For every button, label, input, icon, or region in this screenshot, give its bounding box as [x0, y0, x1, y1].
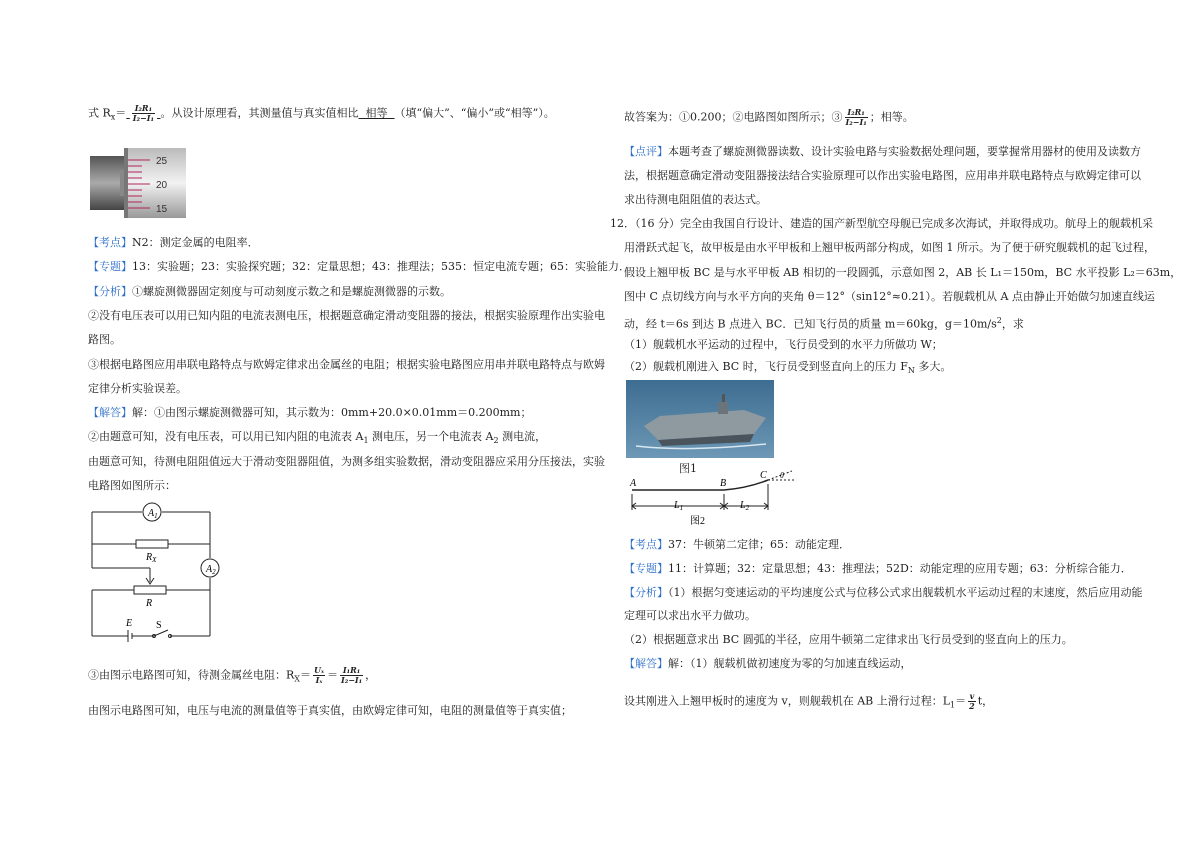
dianping-line: 【点评】本题考查了螺旋测微器读数、设计实验电路与实验数据处理问题，要掌握常用器材的使用及读数方: [624, 145, 1141, 158]
question-12-line-4: 图中 C 点切线方向与水平方向的夹角 θ＝12°（sin12°≈0.21）。若舰载机从 A 点由静止开始做匀加速直线运: [624, 290, 1155, 303]
kaodian-line: 【考点】N2：测定金属的电阻率．: [88, 236, 259, 249]
carrier-photo: [626, 380, 774, 458]
jieda-line-3: 由题意可知，待测电阻阻值远大于滑动变阻器阻值，为测多组实验数据，滑动变阻器应采用分压接法，实验: [88, 455, 605, 468]
jieda-line-5: ③由图示电路图可知，待测金属丝电阻：$R_X=$ $\frac{\text{Uₓ}}{\text{Iₓ}}$ ＝ $\frac{\text{I₁R₁}}{\text{I₂−I₁}}$ ，: [88, 665, 377, 685]
figure-1-label: 图1: [679, 462, 697, 475]
zhuanti-line: 【专题】13：实验题；23：实验探究题；32：定量思想；43：推理法；535：恒定电流专题；65：实验能力．: [88, 260, 630, 273]
question-12-part-1: （1）舰载机水平运动的过程中，飞行员受到的水平力所做功 W；: [624, 338, 943, 351]
question-12-part-2: （2）舰载机刚进入 BC 时，飞行员受到竖直向上的压力 $F_N$ 多大。: [624, 360, 952, 376]
question-12-line-2: 用滑跃式起飞，故甲板是由水平甲板和上翘甲板两部分构成，如图 1 所示。为了便于研究舰载机的起飞过程，: [624, 241, 1155, 254]
micrometer-figure: [90, 148, 186, 218]
fenxi-line-5: 定律分析实验误差。: [88, 382, 187, 395]
fenxi-line-2: ②没有电压表可以用已知内阻的电流表测电压，根据题意确定滑动变阻器的接法，根据实验原理作出实验电: [88, 309, 605, 322]
fenxi-line-right-3: （2）根据题意求出 BC 圆弧的半径，应用牛顿第二定律求出飞行员受到的竖直向上的压力。: [624, 633, 1073, 646]
fenxi-line-right-2: 定理可以求出水平力做功。: [624, 609, 756, 622]
ammeter-a2-label: $A_2$: [206, 564, 216, 576]
question-12-line-3: 假设上翘甲板 BC 是与水平甲板 AB 相切的一段圆弧，示意如图 2，AB 长 L₁＝150m，BC 水平投影 L₂＝63m，: [624, 266, 1182, 279]
point-b-label: B: [720, 478, 727, 489]
micrometer-tick-25: 25: [156, 156, 168, 167]
jieda-line-4: 电路图如图所示：: [88, 479, 176, 492]
fenxi-line: 【分析】①螺旋测微器固定刻度与可动刻度示数之和是螺旋测微器的示数。: [88, 285, 451, 298]
rheostat-r-label: R: [146, 598, 153, 609]
kaodian-line-right: 【考点】37：牛顿第二定律；65：动能定理．: [624, 538, 850, 551]
rx-fraction: $\frac{\text{I₂R₁}}{\text{I₂−I₁}}$: [132, 103, 154, 123]
answer-line-rx: 式 $R_x=$ $\frac{\text{I₂R₁}}{\text{I₂−I₁}}$ 。从设计原理看，其测量值与真实值相比 相等 （填“偏大”、“偏小”或“相等”）。: [88, 103, 555, 123]
jieda-line-2: ②由题意可知，没有电压表，可以用已知内阻的电流表 $A_1$ 测电压，另一个电流表 $A_2$ 测电流，: [88, 430, 547, 446]
dianping-line-3: 求出待测电阻阻值的表达式。: [624, 193, 767, 206]
question-12-line: 12．（16 分）完全由我国自行设计、建造的国产新型航空母舰已完成多次海试，并取得成功。航母上的舰载机采: [610, 217, 1153, 230]
jieda-line-right: 【解答】解：（1）舰载机做初速度为零的匀加速直线运动，: [624, 657, 912, 670]
jieda-line-right-2: 设其刚进入上翘甲板时的速度为 v，则舰载机在 AB 上滑行过程：$L_1=$ $\frac{v}{2}$ t，: [624, 691, 994, 711]
resistor-rx-label: $R_X$: [146, 552, 157, 564]
question-12-line-5: 动，经 t＝6s 到达 B 点进入 BC．已知飞行员的质量 m＝60kg，$g=10m/s^2$，求: [624, 316, 1024, 331]
jieda-line-6: 由图示电路图可知，电压与电流的测量值等于真实值，由欧姆定律可知，电阻的测量值等于真实值；: [88, 704, 572, 717]
dianping-line-2: 法，根据题意确定滑动变阻器接法结合实验原理可以作出实验电路图，应用串并联电路特点与欧姆定律可以: [624, 169, 1141, 182]
jieda-line: 【解答】解：①由图示螺旋测微器可知，其示数为：0mm+20.0×0.01mm＝0.200mm；: [88, 406, 532, 419]
micrometer-tick-15: 15: [156, 204, 168, 215]
fenxi-line-4: ③根据电路图应用串联电路特点与欧姆定律求出金属丝的电阻；根据实验电路图应用串并联电路特点与欧姆: [88, 358, 605, 371]
point-a-label: A: [630, 478, 637, 489]
length-l2-label: $L_2$: [740, 500, 750, 512]
angle-theta-label: θ: [780, 471, 784, 480]
fenxi-line-3: 路图。: [88, 333, 121, 346]
length-l1-label: $L_1$: [674, 500, 684, 512]
battery-e-label: E: [126, 618, 133, 629]
point-c-label: C: [760, 470, 767, 481]
circuit-diagram: [90, 498, 225, 644]
figure-2-label: 图2: [690, 516, 705, 527]
ammeter-a1-label: $A_1$: [148, 508, 158, 520]
answer-summary-line: 故答案为：①0.200；②电路图如图所示；③ $\frac{\text{I₂R₁}}{\text{I₂−I₁}}$ ；相等。: [624, 107, 914, 127]
switch-s-label: S: [156, 620, 162, 631]
zhuanti-line-right: 【专题】11：计算题；32：定量思想；43：推理法；52D：动能定理的应用专题；63：分析综合能力．: [624, 562, 1132, 575]
fenxi-line-right: 【分析】（1）根据匀变速运动的平均速度公式与位移公式求出舰载机水平运动过程的末速度，然后应用动能: [624, 586, 1143, 599]
micrometer-tick-20: 20: [156, 180, 168, 191]
deck-diagram: [628, 468, 808, 528]
